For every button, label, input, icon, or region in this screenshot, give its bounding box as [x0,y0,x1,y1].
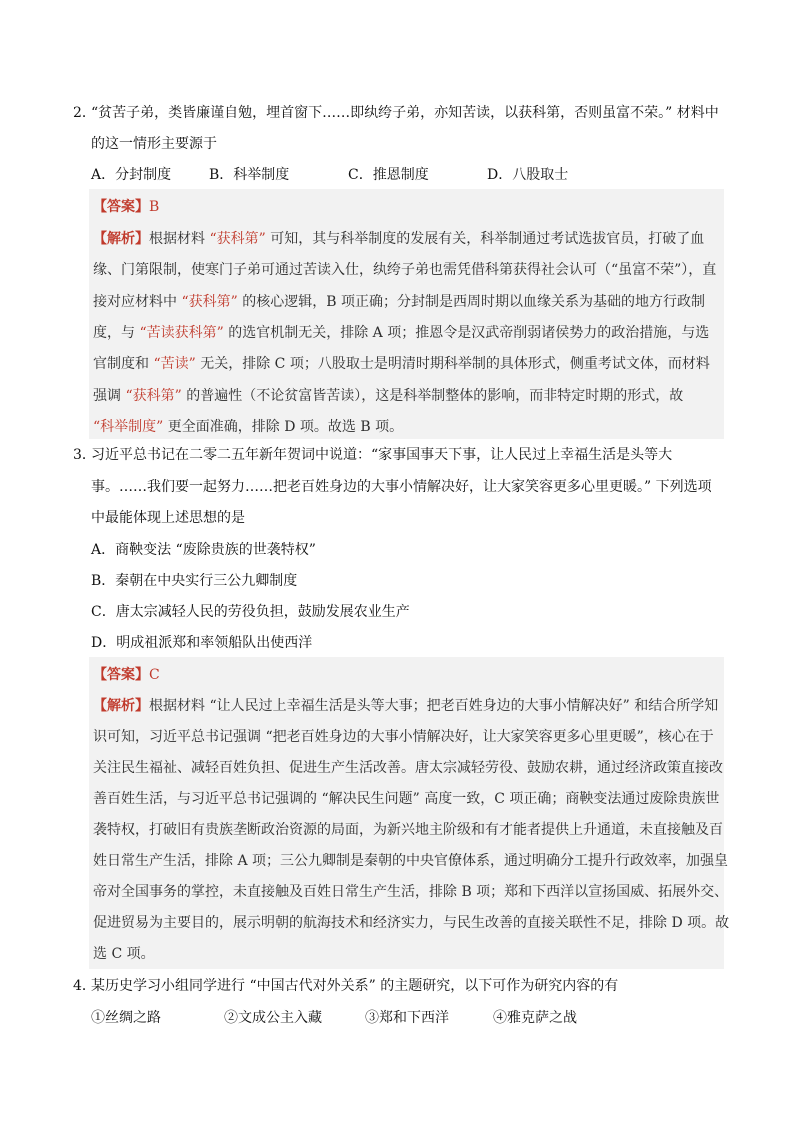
question-4-number: 4． [73,978,96,994]
question-3-answer [93,666,160,684]
highlighted-term: “获科第” [209,231,266,247]
question-2-analysis-line-1 [149,230,704,248]
highlighted-term: “科举制度” [93,418,164,435]
question-2-analysis-line-5 [93,355,710,373]
question-3-stem-line-3: 中最能体现上述思想的是 [91,510,245,526]
question-4-item-2: ②文成公主入藏 [224,1010,322,1026]
question-2-analysis-line-7 [93,418,403,436]
question-3-number: 3． [73,447,96,463]
highlighted-term: “苦读” [153,356,196,373]
analysis-text: 强调 [93,387,126,404]
question-2-answer [93,198,159,216]
question-3-analysis-line-9: 选 C 项。 [93,946,155,962]
question-2-analysis-line-2 [93,261,716,279]
question-2-option-d: D．八股取士 [487,167,569,183]
analysis-text: 无关，排除 C 项；八股取士是明清时期科举制的具体形式，侧重考试文体，而材料 [195,356,710,373]
analysis-text: 接对应材料中 [93,293,182,310]
analysis-text: 根据材料 [149,231,210,247]
question-4-item-3: ③郑和下西洋 [365,1010,449,1026]
analysis-tag: 【解析】 [93,231,149,247]
question-4-item-1: ①丝绸之路 [91,1010,161,1026]
question-3-analysis-line-2: 识可知，习近平总书记强调 “把老百姓身边的大事小情解决好，让大家笑容更多心里更暖”，核心在于 [93,729,714,745]
question-3-answer-panel [89,657,730,969]
question-3-analysis-line-5: 袭特权，打破旧有贵族垄断政治资源的局面，为新兴地主阶级和有才能者提供上升通道，未直接触及百 [93,822,723,838]
answer-letter: B [149,199,160,215]
answer-letter: C [149,667,160,683]
highlighted-term: “苦读获科第” [139,324,224,341]
analysis-text: 的普遍性（不论贫富皆苦读），这是科举制整体的影响，而非特定时期的形式，故 [181,387,684,404]
question-3-option-b: B．秦朝在中央实行三公九卿制度 [91,573,298,589]
question-3-stem-line-2: 事。……我们要一起努力……把老百姓身边的大事小情解决好，让大家笑容更多心里更暖。” 下列选项 [91,479,712,495]
question-4-item-4: ④雅克萨之战 [493,1010,577,1026]
question-2-analysis-tag-row [93,230,149,248]
analysis-text: 的核心逻辑，B 项正确；分封制是西周时期以血缘关系为基础的地方行政制 [237,293,705,310]
question-3-option-d: D．明成祖派郑和率领船队出使西洋 [91,635,313,651]
analysis-tag: 【解析】 [93,698,149,714]
highlighted-term: “获科第” [125,387,182,404]
question-3-analysis-line-7: 帝对全国事务的掌控，未直接触及百姓日常生产生活，排除 B 项；郑和下西洋以宣扬国威、拓展外交、 [93,884,729,900]
analysis-text: 的选官机制无关，排除 A 项；推恩令是汉武帝削弱诸侯势力的政治措施，与选 [223,324,710,341]
highlighted-term: “获科第” [181,293,238,310]
analysis-text: 官制度和 [93,356,154,373]
question-3-stem-line-1: 习近平总书记在二零二五年新年贺词中说道：“家事国事天下事，让人民过上幸福生活是头等大 [91,447,673,463]
question-2-option-b: B．科举制度 [209,167,290,183]
question-3-analysis-line-3: 关注民生福祉、减轻百姓负担、促进生产生活改善。唐太宗减轻劳役、鼓励农耕，通过经济政策直接改 [93,760,723,776]
question-2-stem-line-1: “贫苦子弟，类皆廉谨自勉，埋首窗下……即纨绔子弟，亦知苦读，以获科第，否则虽富不荣。” 材料中 [91,105,719,121]
question-2-analysis-line-4 [93,324,709,342]
question-2-stem-line-2: 的这一情形主要源于 [91,136,217,152]
question-2-option-c: C．推恩制度 [348,167,429,183]
question-2-number: 2． [73,105,96,121]
question-3-option-c: C．唐太宗减轻人民的劳役负担，鼓励发展农业生产 [91,604,410,620]
analysis-text: 可知，其与科举制度的发展有关，科举制通过考试选拔官员，打破了血 [265,231,705,247]
answer-tag: 【答案】 [93,667,149,683]
analysis-text: 缘、门第限制，使寒门子弟可通过苦读入仕，纨绔子弟也需凭借科第获得社会认可（“虽富不荣”），直 [93,262,717,279]
question-3-analysis-line-8: 促进贸易为主要目的，展示明朝的航海技术和经济实力，与民生改善的直接关联性不足，排除 D 项。故 [93,915,730,931]
question-4-stem-line-1: 某历史学习小组同学进行 “中国古代对外关系” 的主题研究，以下可作为研究内容的有 [91,978,619,994]
question-3-analysis-line-4: 善百姓生活，与习近平总书记强调的 “解决民生问题” 高度一致，C 项正确；商鞅变法通过废除贵族世 [93,791,720,807]
analysis-text: 更全面准确，排除 D 项。故选 B 项。 [163,418,404,435]
question-3-analysis-line-1: 【解析】根据材料 “让人民过上幸福生活是头等大事；把老百姓身边的大事小情解决好” 和结合所学知 [93,698,719,714]
question-3-option-a: A．商鞅变法 “废除贵族的世袭特权” [91,542,316,558]
question-2-option-a: A．分封制度 [91,167,172,183]
question-3-analysis-line-6: 姓日常生产生活，排除 A 项；三公九卿制是秦朝的中央官僚体系，通过明确分工提升行政效率，加强皇 [93,853,729,869]
answer-tag: 【答案】 [93,199,149,215]
question-2-answer-panel [89,189,724,439]
question-2-analysis-line-6 [93,387,683,405]
analysis-text: 度，与 [93,324,140,341]
question-2-analysis-line-3 [93,293,705,311]
